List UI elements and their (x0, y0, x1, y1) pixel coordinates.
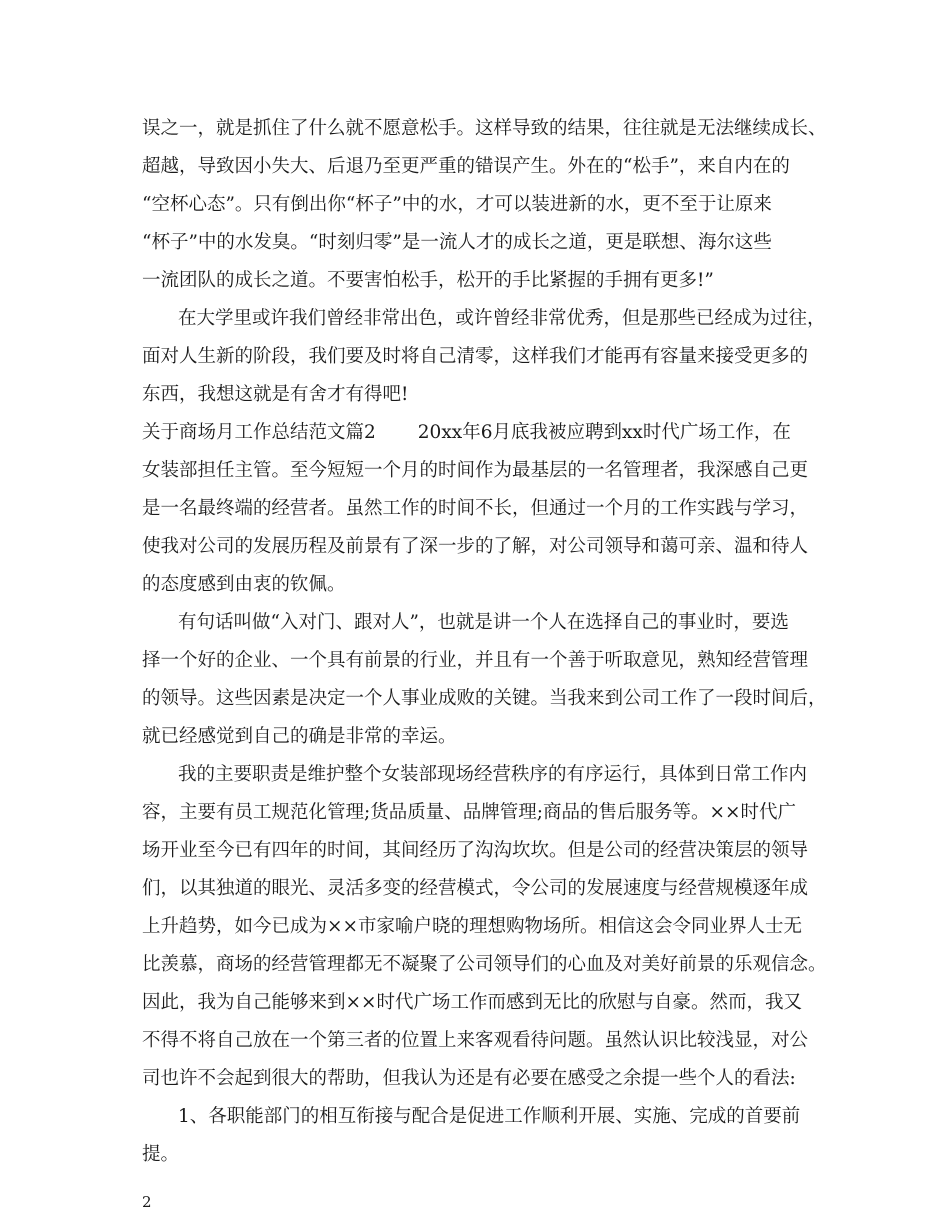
text-line: 是一名最终端的经营者。虽然工作的时间不长，但通过一个月的工作实践与学习， (142, 498, 809, 519)
text-line: 因此，我为自己能够来到××时代广场工作而感到无比的欣慰与自豪。然而，我又 (142, 992, 803, 1013)
paragraph-first-line: 1、各职能部门的相互衔接与配合是促进工作顺利开展、实施、完成的首要前 (178, 1106, 801, 1127)
section-heading-line (142, 419, 791, 447)
text-line: 一流团队的成长之道。不要害怕松手，松开的手比紧握的手拥有更多!” (142, 270, 714, 291)
text-line: 女装部担任主管。至今短短一个月的时间作为最基层的一名管理者，我深感自己更 (142, 460, 809, 481)
text-line: 上升趋势，如今已成为××市家喻户晓的理想购物场所。相信这会令同业界人士无 (142, 916, 803, 937)
text-line: 误之一，就是抓住了什么就不愿意松手。这样导致的结果，往往就是无法继续成长、 (142, 118, 827, 139)
text-line: 的领导。这些因素是决定一个人事业成败的关键。当我来到公司工作了一段时间后， (142, 688, 827, 709)
text-line: 场开业至今已有四年的时间，其间经历了沟沟坎坎。但是公司的经营决策层的领导 (142, 840, 809, 861)
text-line: 面对人生新的阶段，我们要及时将自己清零，这样我们才能再有容量来接受更多的 (142, 346, 809, 367)
text-line: “空杯心态”。只有倒出你“杯子”中的水，才可以装进新的水，更不至于让原来 (142, 194, 772, 215)
text-line: 容，主要有员工规范化管理;货品质量、品牌管理;商品的售后服务等。××时代广 (142, 802, 796, 823)
text-line: 就已经感觉到自己的确是非常的幸运。 (142, 726, 457, 747)
paragraph-first-line: 有句话叫做“入对门、跟对人”，也就是讲一个人在选择自己的事业时，要选 (178, 612, 789, 633)
paragraph-first-line: 我的主要职责是维护整个女装部现场经营秩序的有序运行，具体到日常工作内 (178, 764, 808, 785)
section-heading-title: 关于商场月工作总结范文篇2 (142, 422, 376, 443)
page-number: 2 (142, 1193, 152, 1211)
text-line: 东西，我想这就是有舍才有得吧! (142, 384, 409, 405)
text-line: 不得不将自己放在一个第三者的位置上来客观看待问题。虽然认识比较浅显，对公 (142, 1030, 809, 1051)
text-line: “杯子”中的水发臭。“时刻归零”是一流人才的成长之道，更是联想、海尔这些 (142, 232, 772, 253)
text-line: 提。 (142, 1144, 180, 1165)
text-line: 择一个好的企业、一个具有前景的行业，并且有一个善于听取意见，熟知经营管理 (142, 650, 809, 671)
text-line: 超越，导致因小失大、后退乃至更严重的错误产生。外在的“松手”，来自内在的 (142, 156, 790, 177)
text-line: 使我对公司的发展历程及前景有了深一步的了解，对公司领导和蔼可亲、温和待人 (142, 536, 809, 557)
text-line: 司也许不会起到很大的帮助，但我认为还是有必要在感受之余提一些个人的看法: (142, 1068, 796, 1089)
text-line: 比羡慕，商场的经营管理都无不凝聚了公司领导们的心血及对美好前景的乐观信念。 (142, 954, 827, 975)
section-heading-body: 20xx年6月底我被应聘到xx时代广场工作，在 (417, 422, 791, 443)
text-line: 们，以其独道的眼光、灵活多变的经营模式，令公司的发展速度与经营规模逐年成 (142, 878, 809, 899)
paragraph-first-line: 在大学里或许我们曾经非常出色，或许曾经非常优秀，但是那些已经成为过往， (178, 308, 826, 329)
text-line: 的态度感到由衷的钦佩。 (142, 574, 346, 595)
